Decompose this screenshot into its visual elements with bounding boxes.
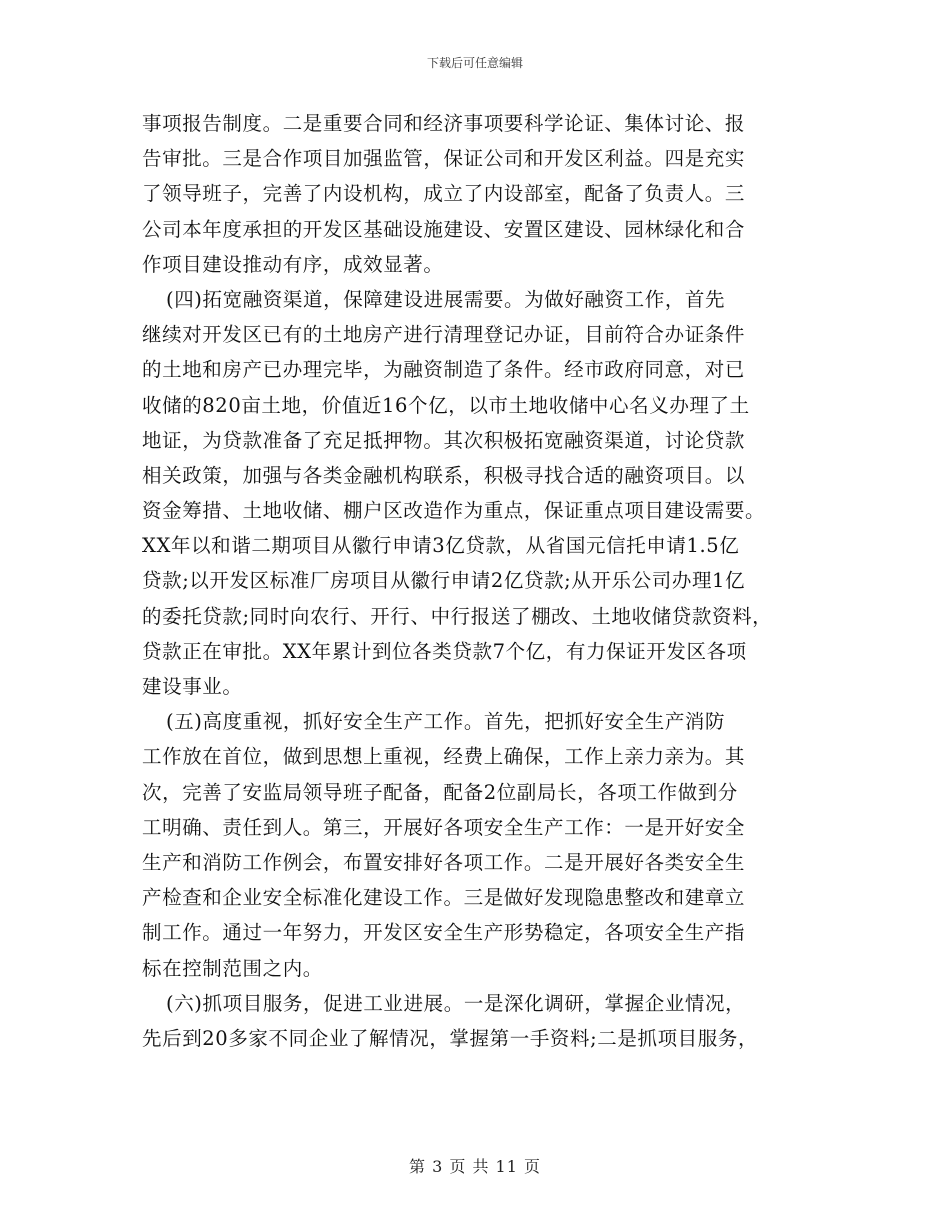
text-line: 公司本年度承担的开发区基础设施建设、安置区建设、园林绿化和合 [142,217,746,241]
page-footer: 第 3 页 共 11 页 [409,1157,541,1176]
text-line: 工明确、责任到人。第三，开展好各项安全生产工作：一是开好安全 [142,815,746,839]
text-line: 贷款;以开发区标准厂房项目从徽行申请2亿贷款;从开乐公司办理1亿 [142,569,746,593]
body-text [142,106,822,1056]
text-line: 收储的820亩土地，价值近16个亿，以市土地收储中心名义办理了土 [142,393,750,417]
text-line: (六)抓项目服务，促进工业进展。一是深化调研，掌握企业情况， [166,991,746,1015]
text-line: 了领导班子，完善了内设机构，成立了内设部室，配备了负责人。三 [142,182,746,206]
text-line: 先后到20多家不同企业了解情况，掌握第一手资料;二是抓项目服务， [142,1026,759,1050]
text-line: 资金筹措、土地收储、棚户区改造作为重点，保证重点项目建设需要。 [142,499,766,523]
page-header: 下载后可任意编辑 [426,56,523,70]
text-line: 继续对开发区已有的土地房产进行清理登记办证，目前符合办证条件 [142,323,746,347]
text-line: 建设事业。 [142,675,243,698]
text-line: 作项目建设推动有序，成效显著。 [142,252,444,276]
text-line: 的委托贷款;同时向农行、开行、中行报送了棚改、土地收储贷款资料， [142,604,773,628]
text-line: 相关政策，加强与各类金融机构联系，积极寻找合适的融资项目。以 [142,463,746,487]
text-line: 制工作。通过一年努力，开发区安全生产形势稳定，各项安全生产指 [142,921,746,945]
text-line: (四)拓宽融资渠道，保障建设进展需要。为做好融资工作，首先 [166,287,726,311]
text-line: 告审批。三是合作项目加强监管，保证公司和开发区利益。四是充实 [142,147,746,171]
text-line: 次，完善了安监局领导班子配备，配备2位副局长，各项工作做到分 [142,780,738,804]
text-line: (五)高度重视，抓好安全生产工作。首先，把抓好安全生产消防 [166,710,726,734]
text-line: 贷款正在审批。XX年累计到位各类贷款7个亿，有力保证开发区各项 [142,639,747,663]
text-line: 产检查和企业安全标准化建设工作。三是做好发现隐患整改和建章立 [142,886,746,910]
text-line: 工作放在首位，做到思想上重视，经费上确保，工作上亲力亲为。其 [142,745,746,769]
text-line: 的土地和房产已办理完毕，为融资制造了条件。经市政府同意，对已 [142,358,746,382]
text-line: 标在控制范围之内。 [142,956,323,980]
text-line: 地证，为贷款准备了充足抵押物。其次积极拓宽融资渠道，讨论贷款 [142,428,746,452]
text-line: 事项报告制度。二是重要合同和经济事项要科学论证、集体讨论、报 [142,112,746,135]
text-line: XX年以和谐二期项目从徽行申请3亿贷款，从省国元信托申请1.5亿 [142,534,740,558]
text-line: 生产和消防工作例会，布置安排好各项工作。二是开展好各类安全生 [142,850,746,874]
